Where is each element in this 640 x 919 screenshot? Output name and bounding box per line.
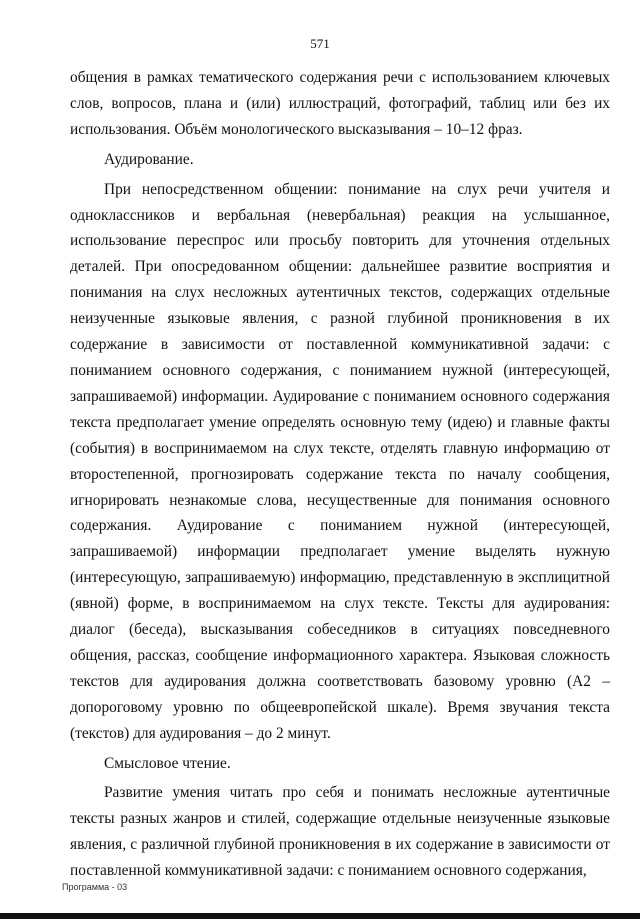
document-body (70, 65, 610, 884)
paragraph-reading: Развитие умения читать про себя и понимать несложные аутентичные тексты разных жанров и стилей, содержащие отдельные неизученные языковые явления, с различной глубиной проникновения в их содержание в зависимости от поставленной коммуникативной задачи: с пониманием основного содержания, (70, 784, 610, 880)
paragraph-listening: При непосредственном общении: понимание на слух речи учителя и одноклассников и вербальная (невербальная) реакция на услышанное, использование переспрос или просьбу повторить для уточнения отдельных деталей. При опосредованном общении: дальнейшее развитие восприятия и понимания на слух несложных аутентичных текстов, содержащих отдельные неизученные языковые явления, с разной глубиной проникновения в их содержание в зависимости от поставленной коммуникативной задачи: с пониманием основного содержания, с пониманием нужной (интересующей, запрашиваемой) информации. Аудирование с пониманием основного содержания текста предполагает умение определять основную тему (идею) и главные факты (события) в воспринимаемом на слух тексте, отделять главную информацию от второстепенной, прогнозировать содержание текста по началу сообщения, игнорировать незнакомые слова, несущественные для понимания основного содержания. Аудирование с пониманием нужной (интересующей, запрашиваемой) информации предполагает умение выделять нужную (интересующую, запрашиваемую) информацию, представленную в эксплицитной (явной) форме, в воспринимаемом на слух тексте. Тексты для аудирования: диалог (беседа), высказывания собеседников в ситуациях повседневного общения, рассказ, сообщение информационного характера. Языковая сложность текстов для аудирования должна соответствовать базовому уровню (А2 – допороговому уровню по общеевропейской шкале). Время звучания текста (текстов) для аудирования – до 2 минут. (70, 180, 610, 742)
section-heading-listening: Аудирование. (104, 150, 194, 168)
paragraph-continuation: общения в рамках тематического содержания речи с использованием ключевых слов, вопросов, плана и (или) иллюстраций, фотографий, таблиц или без их использования. Объём монологического высказывания – 10–12 фраз. (70, 69, 610, 138)
scan-bottom-edge (0, 913, 640, 919)
page-number: 571 (310, 36, 330, 51)
page-footer: Программа - 03 (62, 882, 128, 892)
section-heading-reading: Смысловое чтение. (104, 754, 231, 772)
